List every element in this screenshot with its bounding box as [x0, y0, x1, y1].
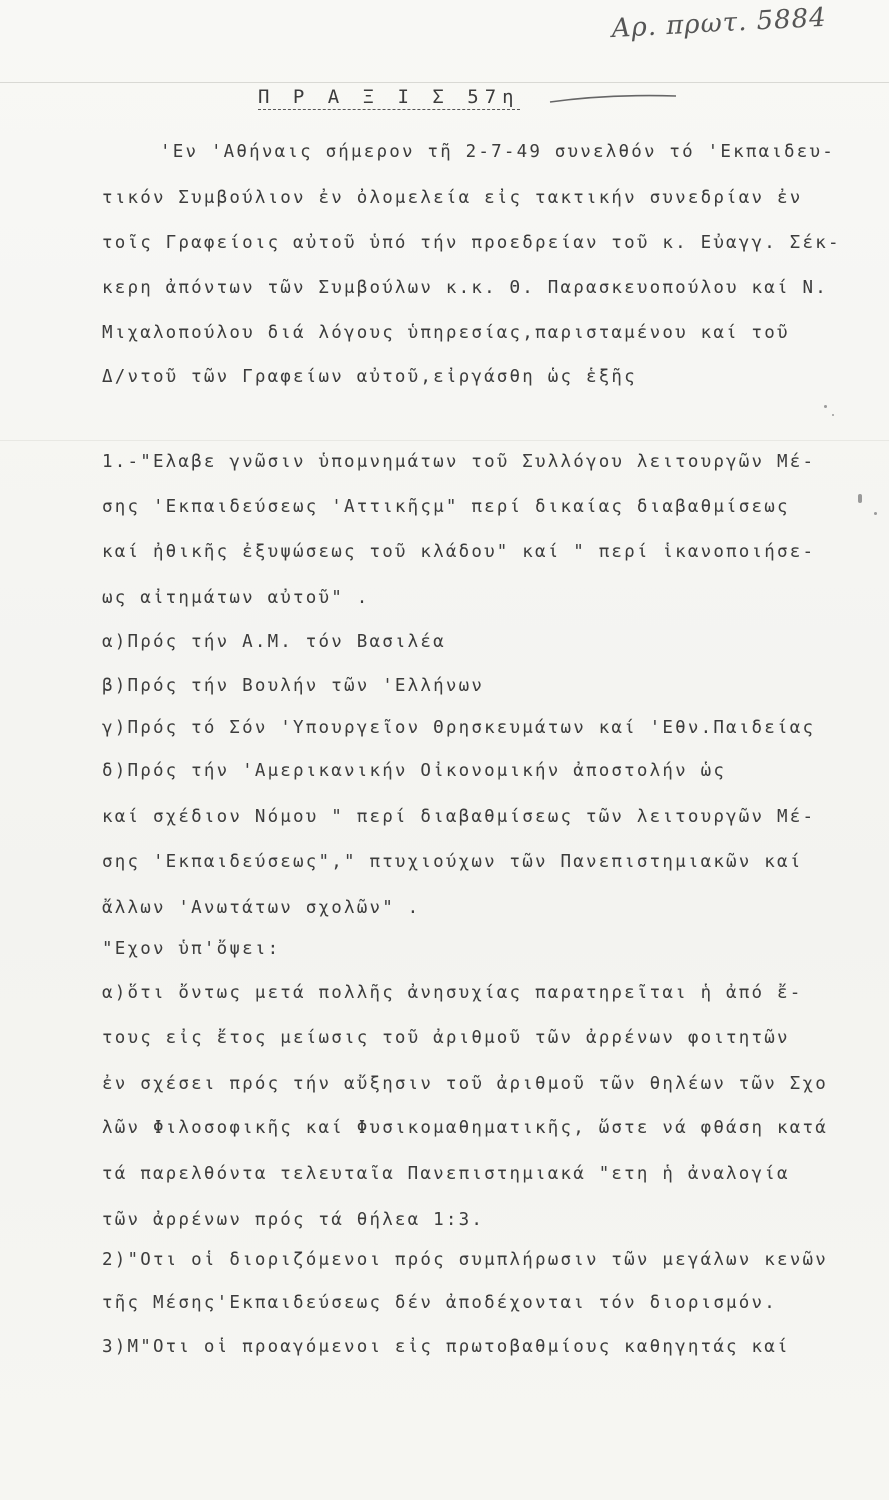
body-line: 3)Μ"Οτι οἱ προαγόμενοι εἰς πρωτοβαθμίους καθηγητάς καί [102, 1337, 790, 1357]
handwritten-reference: Αρ. πρωτ. 5884 [610, 2, 828, 45]
body-line: α)ὅτι ὄντως μετά πολλῆς ἀνησυχίας παρατηρεῖται ἡ ἀπό ἔ- [102, 983, 803, 1003]
body-line: τά παρελθόντα τελευταῖα Πανεπιστημιακά "ετη ἡ ἀναλογία [102, 1164, 790, 1184]
body-line: ἐν σχέσει πρός τήν αὔξησιν τοῦ ἀριθμοῦ τῶν θηλέων τῶν Σχο [102, 1074, 828, 1094]
body-line: δ)Πρός τήν 'Αμερικανικήν Οἰκονομικήν ἀποστολήν ὡς [102, 761, 727, 781]
body-line: τῆς Μέσης'Εκπαιδεύσεως δέν ἀποδέχονται τόν διορισμόν. [102, 1293, 778, 1313]
body-line: σης 'Εκπαιδεύσεως"," πτυχιούχων τῶν Πανεπιστημιακῶν καί [102, 852, 803, 872]
body-line: 2)"Οτι οἱ διοριζόμενοι πρός συμπλήρωσιν τῶν μεγάλων κενῶν [102, 1250, 828, 1270]
paper-fold [0, 440, 889, 441]
paper-speck [832, 414, 834, 416]
body-line: τῶν ἀρρένων πρός τά θήλεα 1:3. [102, 1210, 485, 1230]
intro-line: τοῖς Γραφείοις αὐτοῦ ὑπό τήν προεδρείαν τοῦ κ. Εὐαγγ. Σέκ- [102, 233, 841, 253]
body-line: γ)Πρός τό Σόν 'Υπουργεῖον Θρησκευμάτων καί 'Εθν.Παιδείας [102, 718, 816, 738]
handwritten-underline [548, 92, 678, 106]
body-line: καί ἠθικῆς ἐξυψώσεως τοῦ κλάδου" καί " περί ἱκανοποιήσε- [102, 542, 816, 562]
document-title: Π Ρ Α Ξ Ι Σ 57η [258, 86, 520, 108]
body-line: "Εχον ὑπ'ὄψει: [102, 939, 281, 959]
body-line: 1.-"Ελαβε γνῶσιν ὑπομνημάτων τοῦ Συλλόγου λειτουργῶν Μέ- [102, 452, 816, 472]
paper-speck [858, 494, 862, 503]
body-line: ἄλλων 'Ανωτάτων σχολῶν" . [102, 898, 421, 918]
intro-line: Δ/ντοῦ τῶν Γραφείων αὐτοῦ,εἰργάσθη ὡς ἑξῆς [102, 367, 637, 387]
intro-line: 'Εν 'Αθήναις σήμερον τῆ 2-7-49 συνελθόν τό 'Εκπαιδευ- [160, 142, 836, 162]
paper-fold [0, 82, 889, 83]
body-line: β)Πρός τήν Βουλήν τῶν 'Ελλήνων [102, 676, 485, 696]
paper-speck [874, 512, 877, 515]
body-line: ως αἰτημάτων αὐτοῦ" . [102, 588, 370, 608]
body-line: καί σχέδιον Νόμου " περί διαβαθμίσεως τῶν λειτουργῶν Μέ- [102, 807, 816, 827]
intro-line: κερη ἀπόντων τῶν Συμβούλων κ.κ. Θ. Παρασκευοπούλου καί Ν. [102, 278, 828, 298]
body-line: σης 'Εκπαιδεύσεως 'Αττικῆςμ" περί δικαίας διαβαθμίσεως [102, 497, 790, 517]
paper-speck [824, 405, 827, 408]
intro-line: Μιχαλοπούλου διά λόγους ὑπηρεσίας,παρισταμένου καί τοῦ [102, 323, 790, 343]
body-line: α)Πρός τήν Α.Μ. τόν Βασιλέα [102, 632, 446, 652]
body-line: λῶν Φιλοσοφικῆς καί Φυσικομαθηματικῆς, ὥστε νά φθάση κατά [102, 1118, 828, 1138]
intro-line: τικόν Συμβούλιον ἐν ὀλομελεία εἰς τακτικήν συνεδρίαν ἐν [102, 188, 803, 208]
body-line: τους εἰς ἔτος μείωσις τοῦ ἀριθμοῦ τῶν ἀρρένων φοιτητῶν [102, 1028, 790, 1048]
